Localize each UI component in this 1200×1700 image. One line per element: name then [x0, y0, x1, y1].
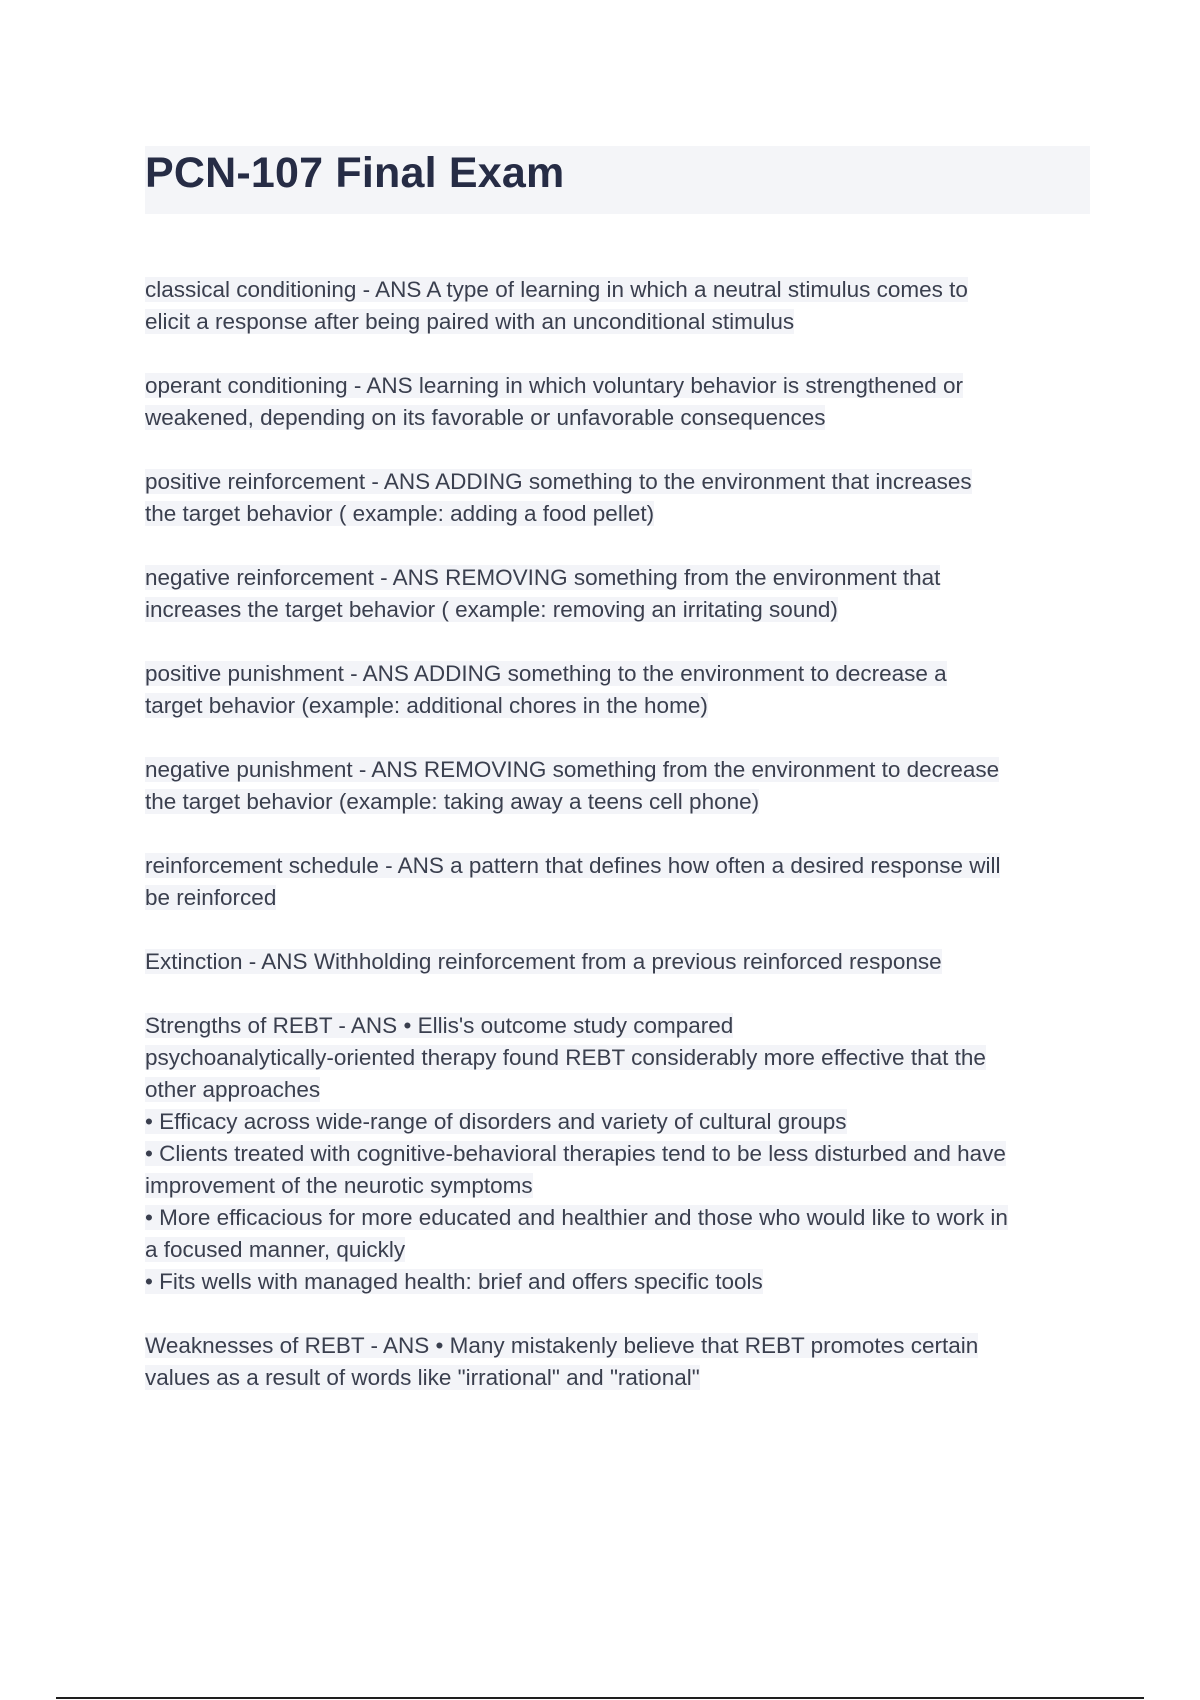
- entry-line-text: values as a result of words like "irrational" and "rational": [145, 1365, 700, 1390]
- flashcard-entry: [145, 850, 1090, 914]
- flashcard-entry: [145, 370, 1090, 434]
- entry-line-text: • Fits wells with managed health: brief and offers specific tools: [145, 1269, 763, 1294]
- entry-line-text: Extinction - ANS Withholding reinforcement from a previous reinforced response: [145, 949, 942, 974]
- entry-line-text: Strengths of REBT - ANS • Ellis's outcome study compared: [145, 1013, 734, 1038]
- entry-line: [145, 1266, 1090, 1298]
- entry-line: [145, 850, 1090, 882]
- entry-line-text: • Efficacy across wide-range of disorders and variety of cultural groups: [145, 1109, 847, 1134]
- footer-divider: [56, 1697, 1144, 1699]
- entry-line-text: increases the target behavior ( example: removing an irritating sound): [145, 597, 838, 622]
- flashcard-list: [145, 274, 1090, 1426]
- entry-line: [145, 498, 1090, 530]
- entry-line: [145, 1202, 1090, 1234]
- entry-line-text: psychoanalytically-oriented therapy found REBT considerably more effective that the: [145, 1045, 986, 1070]
- entry-line-text: negative punishment - ANS REMOVING something from the environment to decrease: [145, 757, 1000, 782]
- flashcard-entry: [145, 1010, 1090, 1298]
- entry-line: [145, 1170, 1090, 1202]
- flashcard-entry: [145, 946, 1090, 978]
- page-title: PCN-107 Final Exam: [145, 149, 565, 197]
- entry-line-text: elicit a response after being paired with an unconditional stimulus: [145, 309, 795, 334]
- entry-line-text: improvement of the neurotic symptoms: [145, 1173, 533, 1198]
- entry-line: [145, 658, 1090, 690]
- entry-line: [145, 1010, 1090, 1042]
- entry-line: [145, 690, 1090, 722]
- flashcard-entry: [145, 658, 1090, 722]
- entry-line-text: reinforcement schedule - ANS a pattern that defines how often a desired response will: [145, 853, 1001, 878]
- entry-line: [145, 946, 1090, 978]
- entry-line-text: the target behavior ( example: adding a food pellet): [145, 501, 655, 526]
- entry-line-text: classical conditioning - ANS A type of learning in which a neutral stimulus comes to: [145, 277, 968, 302]
- entry-line: [145, 882, 1090, 914]
- entry-line: [145, 786, 1090, 818]
- entry-line: [145, 1330, 1090, 1362]
- entry-line: [145, 1234, 1090, 1266]
- entry-line-text: • Clients treated with cognitive-behavioral therapies tend to be less disturbed and have: [145, 1141, 1006, 1166]
- entry-line-text: positive punishment - ANS ADDING something to the environment to decrease a: [145, 661, 947, 686]
- entry-line-text: • More efficacious for more educated and healthier and those who would like to work in: [145, 1205, 1008, 1230]
- flashcard-entry: [145, 562, 1090, 626]
- flashcard-entry: [145, 754, 1090, 818]
- entry-line-text: be reinforced: [145, 885, 277, 910]
- entry-line-text: other approaches: [145, 1077, 321, 1102]
- entry-line: [145, 466, 1090, 498]
- entry-line: [145, 1074, 1090, 1106]
- entry-line-text: Weaknesses of REBT - ANS • Many mistakenly believe that REBT promotes certain: [145, 1333, 979, 1358]
- entry-line-text: negative reinforcement - ANS REMOVING something from the environment that: [145, 565, 941, 590]
- entry-line-text: the target behavior (example: taking away a teens cell phone): [145, 789, 760, 814]
- entry-line: [145, 306, 1090, 338]
- flashcard-entry: [145, 466, 1090, 530]
- entry-line: [145, 594, 1090, 626]
- entry-line-text: operant conditioning - ANS learning in which voluntary behavior is strengthened or: [145, 373, 963, 398]
- entry-line: [145, 370, 1090, 402]
- entry-line: [145, 1138, 1090, 1170]
- entry-line: [145, 1106, 1090, 1138]
- entry-line-text: target behavior (example: additional chores in the home): [145, 693, 708, 718]
- entry-line-text: positive reinforcement - ANS ADDING something to the environment that increases: [145, 469, 972, 494]
- entry-line: [145, 562, 1090, 594]
- entry-line: [145, 274, 1090, 306]
- entry-line-text: a focused manner, quickly: [145, 1237, 406, 1262]
- entry-line: [145, 1042, 1090, 1074]
- entry-line: [145, 402, 1090, 434]
- flashcard-entry: [145, 274, 1090, 338]
- entry-line-text: weakened, depending on its favorable or unfavorable consequences: [145, 405, 826, 430]
- flashcard-entry: [145, 1330, 1090, 1394]
- entry-line: [145, 754, 1090, 786]
- entry-line: [145, 1362, 1090, 1394]
